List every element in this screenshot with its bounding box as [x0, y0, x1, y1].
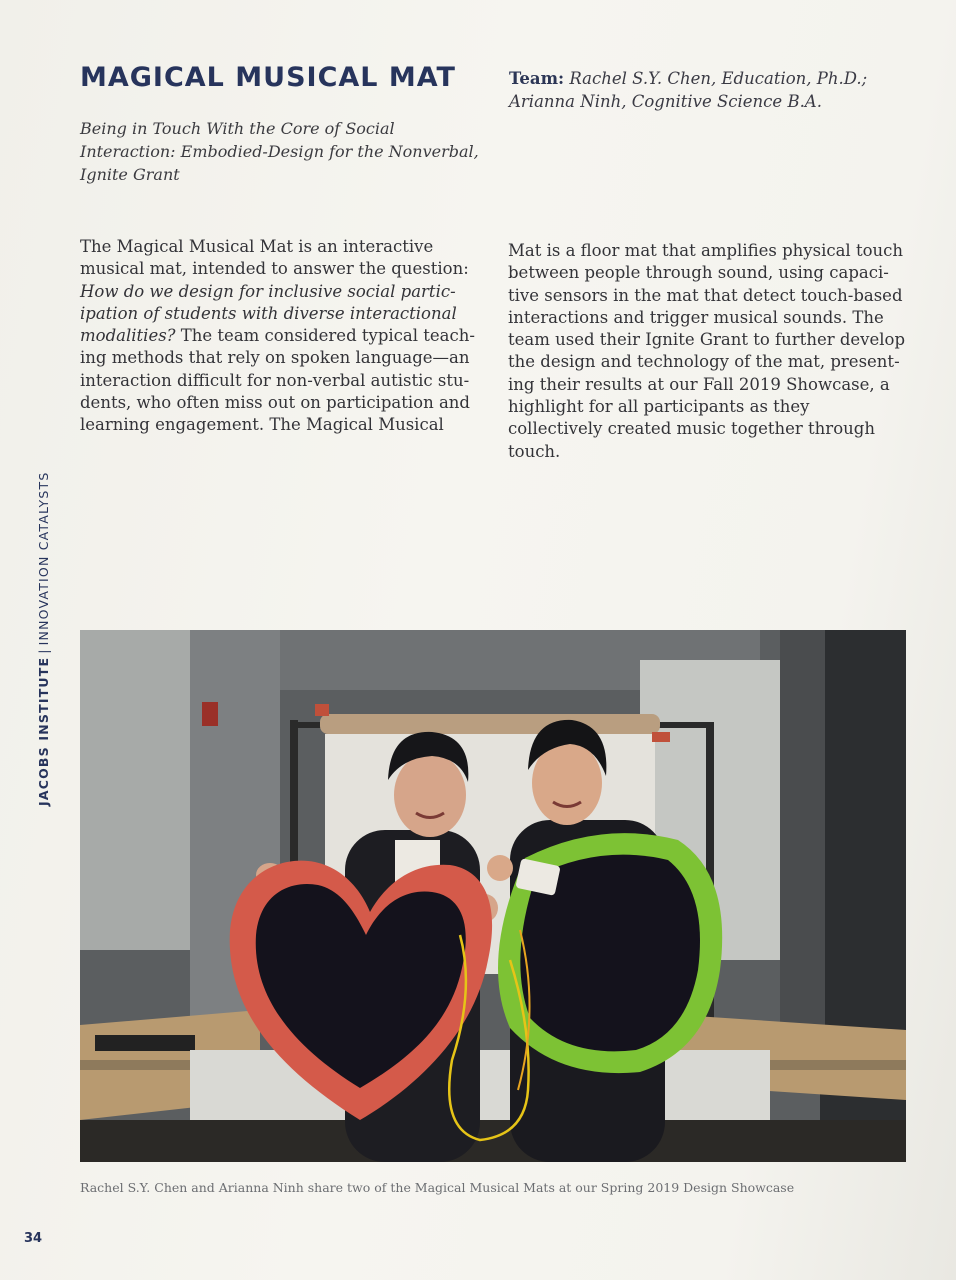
- article-title: MAGICAL MUSICAL MAT: [80, 62, 456, 93]
- sidebar-running-head: [24, 456, 51, 806]
- sidebar-separator: |: [36, 648, 51, 654]
- section-name: INNOVATION CATALYSTS: [36, 471, 51, 646]
- body-column-2: Mat is a floor mat that amplifies physical touch between people through sound, using capaci-tive sensors in the mat that detect touch-based interactions and trigger musical sounds. The team used their Ignite Grant to further develop the design and technology of the mat, present-ing their results at our Fall 2019 Showcase, a highlight for all participants as they collectively created music together through touch.: [508, 241, 906, 461]
- page-number: 34: [24, 1231, 43, 1246]
- body-column-1: [80, 236, 480, 437]
- team-label: Team:: [509, 69, 565, 88]
- team-credits: [509, 67, 909, 113]
- photo-caption: Rachel S.Y. Chen and Arianna Ninh share two of the Magical Musical Mats at our Spring 2019 Design Showcase: [80, 1180, 795, 1195]
- research-question: How do we design for inclusive social partic-ipation of students with diverse interactional modalities?: [80, 281, 457, 346]
- body-text-intro: The Magical Musical Mat is an interactive musical mat, intended to answer the question:: [80, 237, 469, 279]
- institute-name: JACOBS INSTITUTE: [36, 656, 51, 806]
- team-members: Rachel S.Y. Chen, Education, Ph.D.; Arianna Ninh, Cognitive Science B.A.: [509, 69, 868, 111]
- photo-illustration: [80, 630, 906, 1162]
- article-subtitle: Being in Touch With the Core of Social Interaction: Embodied-Design for the Nonverbal, Ignite Grant: [80, 119, 479, 184]
- article-photo: [80, 630, 906, 1162]
- body-text-continued: The team considered typical teach-ing methods that rely on spoken language—an interaction difficult for non-verbal autistic stu-dents, who often miss out on participation and learning engagement. The Magical Musical: [80, 326, 475, 435]
